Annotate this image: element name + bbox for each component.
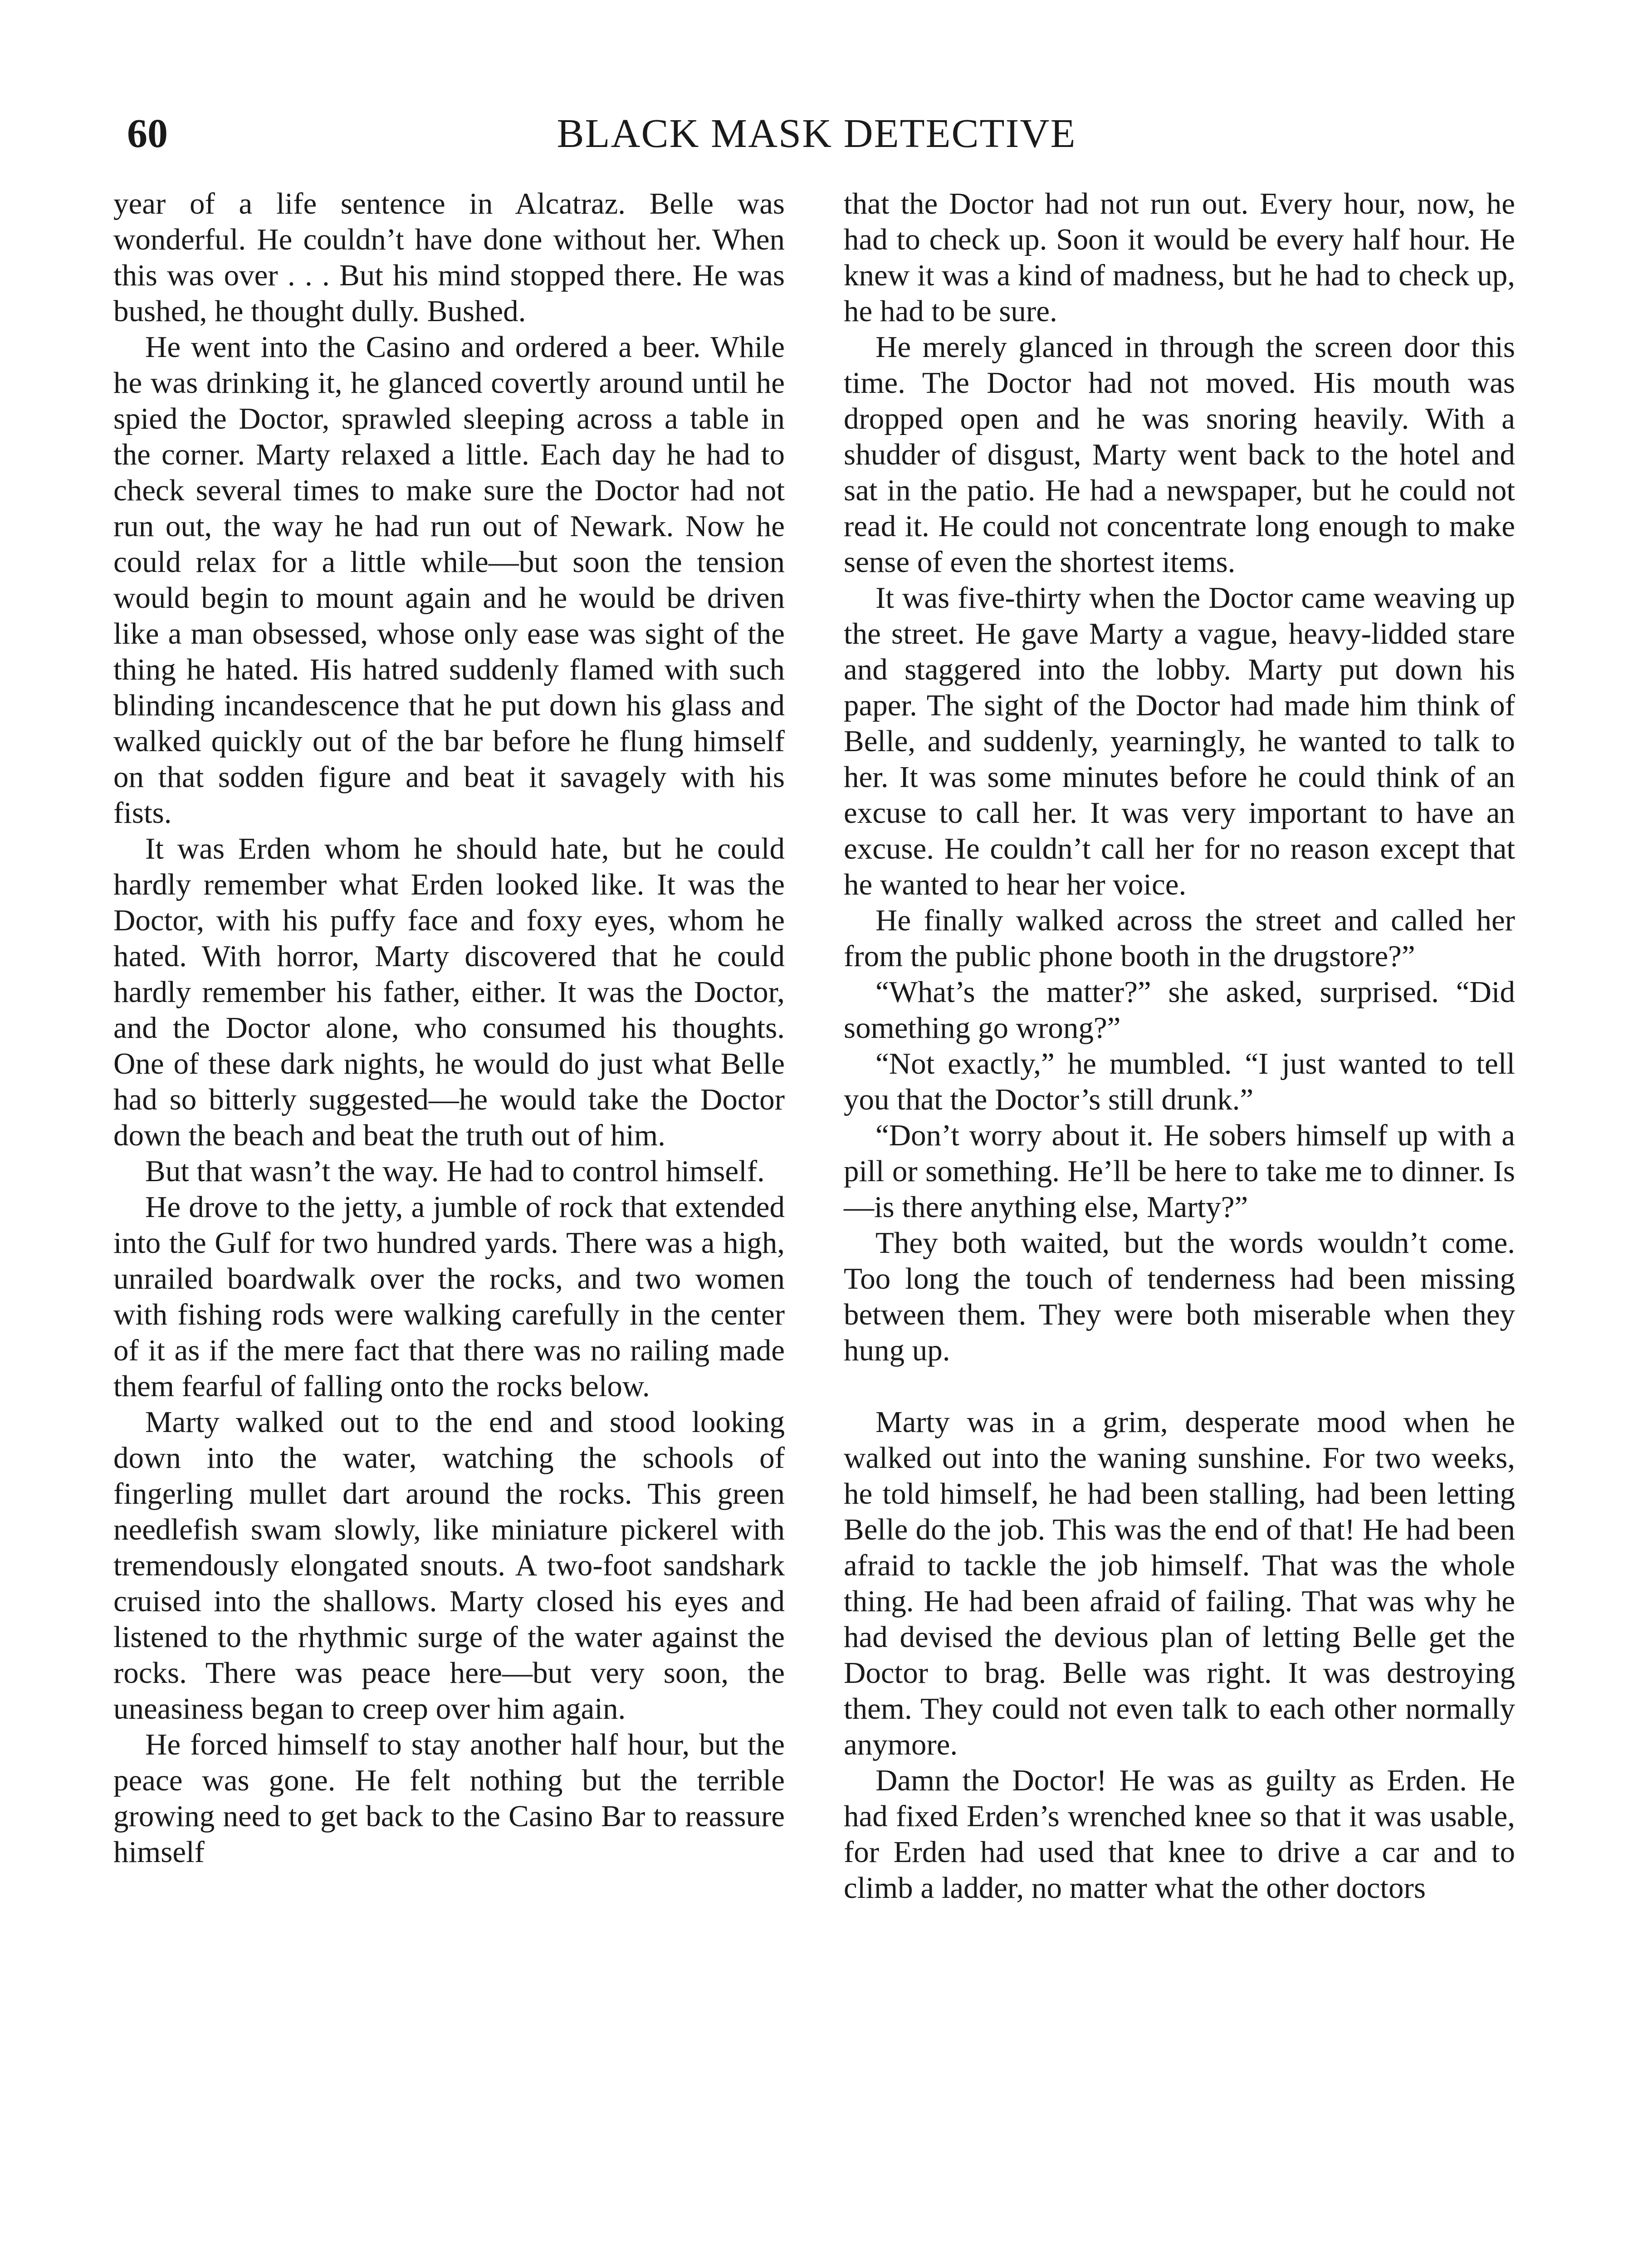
paragraph: “Don’t worry about it. He sobers himself up with a pill or something. He’ll be here to take me to dinner. Is—is there anything else, Marty?” — [844, 1119, 1515, 1224]
paragraph: They both waited, but the words wouldn’t come. Too long the touch of tenderness had been missing between them. They were both miserable when they hung up. — [844, 1226, 1515, 1367]
paragraph: “What’s the matter?” she asked, surprised. “Did something go wrong?” — [844, 975, 1515, 1045]
paragraph: that the Doctor had not run out. Every hour, now, he had to check up. Soon it would be every half hour. He knew it was a kind of madness, but he had to check up, he had to be sure. — [844, 187, 1515, 328]
page-number: 60 — [127, 111, 168, 156]
paragraph: “Not exactly,” he mumbled. “I just wanted to tell you that the Doctor’s still drunk.” — [844, 1047, 1515, 1116]
paragraph: Damn the Doctor! He was as guilty as Erden. He had fixed Erden’s wrenched knee so that it was usable, for Erden had used that knee to drive a car and to climb a ladder, no matter what the other doctors — [844, 1764, 1515, 1905]
paragraph: Marty walked out to the end and stood looking down into the water, watching the schools of fingerling mullet dart around the rocks. This green needlefish swam slowly, like miniature pickerel with tremendously elongated snouts. A two-foot sandshark cruised into the shallows. Marty closed his eyes and listened to the rhythmic surge of the water against the rocks. There was peace here—but very soon, the uneasiness began to creep over him again. — [113, 1405, 785, 1725]
running-title: BLACK MASK DETECTIVE — [557, 111, 1076, 156]
paragraph: It was Erden whom he should hate, but he could hardly remember what Erden looked like. It was the Doctor, with his puffy face and foxy eyes, whom he hated. With horror, Marty discovered that he could hardly remember his father, either. It was the Doctor, and the Doctor alone, who consumed his thoughts. One of these dark nights, he would do just what Belle had so bitterly suggested—he would take the Doctor down the beach and beat the truth out of him. — [113, 832, 785, 1152]
left-column — [113, 186, 785, 1870]
paragraph: Marty was in a grim, desperate mood when he walked out into the waning sunshine. For two weeks, he told himself, he had been stalling, had been letting Belle do the job. This was the end of that! He had been afraid to tackle the job himself. That was the whole thing. He had been afraid of failing. That was why he had devised the devious plan of letting Belle get the Doctor to brag. Belle was right. It was destroying them. They could not even talk to each other normally anymore. — [844, 1405, 1515, 1761]
paragraph: It was five-thirty when the Doctor came weaving up the street. He gave Marty a vague, heavy-lidded stare and staggered into the lobby. Marty put down his paper. The sight of the Doctor had made him think of Belle, and suddenly, yearningly, he wanted to talk to her. It was some minutes before he could think of an excuse to call her. It was very important to have an excuse. He couldn’t call her for no reason except that he wanted to hear her voice. — [844, 581, 1515, 901]
paragraph: year of a life sentence in Alcatraz. Belle was wonderful. He couldn’t have done without her. When this was over . . . But his mind stopped there. He was bushed, he thought dully. Bushed. — [113, 187, 785, 328]
paragraph: He went into the Casino and ordered a beer. While he was drinking it, he glanced covertly around until he spied the Doctor, sprawled sleeping across a table in the corner. Marty relaxed a little. Each day he had to check several times to make sure the Doctor had not run out, the way he had run out of Newark. Now he could relax for a little while—but soon the tension would begin to mount again and he would be driven like a man obsessed, whose only ease was sight of the thing he hated. His hatred suddenly flamed with such blinding incandescence that he put down his glass and walked quickly out of the bar before he flung himself on that sodden figure and beat it savagely with his fists. — [113, 330, 785, 830]
paragraph: He finally walked across the street and called her from the public phone booth in the drugstore?” — [844, 904, 1515, 973]
right-column — [844, 186, 1515, 1906]
paragraph: He drove to the jetty, a jumble of rock that extended into the Gulf for two hundred yards. There was a high, unrailed boardwalk over the rocks, and two women with fishing rods were walking carefully in the center of it as if the mere fact that there was no railing made them fearful of falling onto the rocks below. — [113, 1190, 785, 1403]
paragraph: He merely glanced in through the screen door this time. The Doctor had not moved. His mouth was dropped open and he was snoring heavily. With a shudder of disgust, Marty went back to the hotel and sat in the patio. He had a newspaper, but he could not read it. He could not concentrate long enough to make sense of even the shortest items. — [844, 330, 1515, 579]
paragraph: He forced himself to stay another half hour, but the peace was gone. He felt nothing but the terrible growing need to get back to the Casino Bar to reassure himself — [113, 1728, 785, 1869]
paragraph: But that wasn’t the way. He had to control himself. — [145, 1154, 765, 1188]
